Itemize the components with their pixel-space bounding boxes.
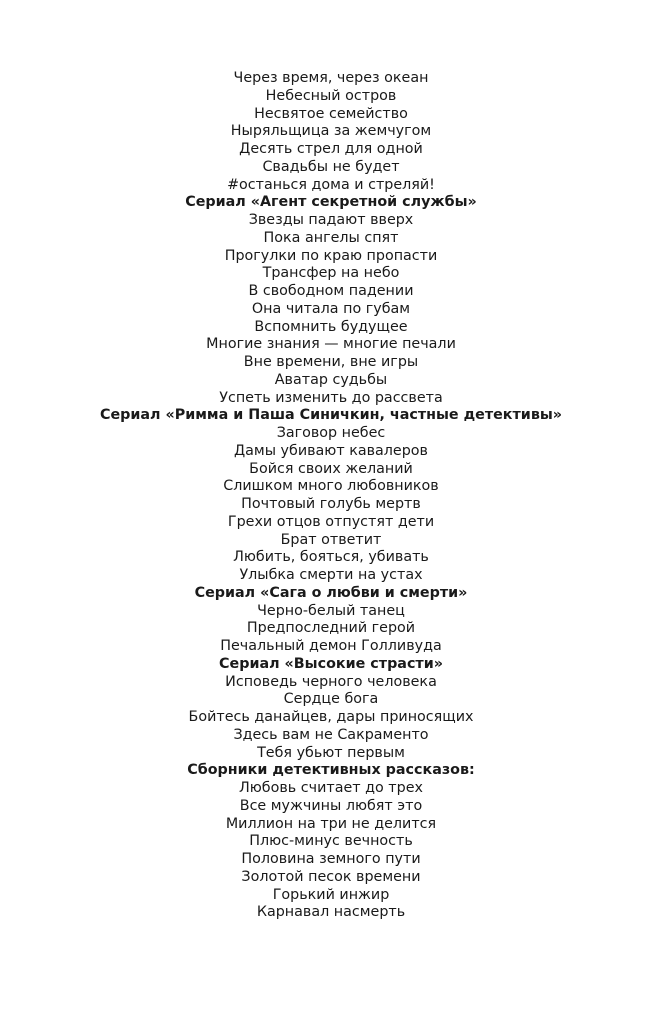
book-title: Все мужчины любят это [239,797,423,814]
book-title: Прогулки по краю пропасти [224,247,438,264]
series-heading: Сериал «Агент секретной службы» [185,194,477,211]
book-title: Бойтесь данайцев, дары приносящих [188,709,474,725]
book-title: #останься дома и стреляй! [227,176,435,193]
book-title: Любить, бояться, убивать [233,549,429,566]
book-title: Несвятое семейство [254,105,408,122]
book-title: Звезды падают вверх [248,212,414,228]
book-title: Успеть изменить до рассвета [219,389,443,406]
book-title: Вспомнить будущее [254,318,408,335]
book-title: Дамы убивают кавалеров [234,442,428,459]
book-title: Свадьбы не будет [262,158,400,175]
book-title: Грехи отцов отпустят дети [227,513,435,530]
book-list-page [0,70,662,922]
book-title: Черно-белый танец [257,602,405,619]
book-title: Миллион на три не делится [225,815,437,832]
book-title: Любовь считает до трех [239,780,423,796]
book-title: Почтовый голубь мертв [241,496,421,512]
book-title: Аватар судьбы [274,371,388,388]
book-title: Бойся своих желаний [249,460,413,477]
book-title: Через время, через океан [233,70,429,86]
book-title: Здесь вам не Сакраменто [233,726,429,743]
book-title: Трансфер на небо [262,265,400,282]
book-title: Ныряльщица за жемчугом [230,123,432,140]
book-title: Заговор небес [276,425,386,441]
series-heading: Сериал «Высокие страсти» [219,655,443,672]
book-title: Золотой песок времени [241,868,421,885]
book-title: В свободном падении [248,283,414,299]
book-title: Половина земного пути [241,851,421,867]
series-heading: Сериал «Сага о любви и смерти» [194,584,468,601]
book-title: Печальный демон Голливуда [220,638,442,654]
book-title: Слишком много любовников [223,478,439,495]
book-title: Брат ответит [280,531,382,548]
book-title: Горький инжир [272,886,390,903]
book-title: Предпоследний герой [246,620,416,637]
book-title: Небесный остров [265,87,397,104]
series-heading: Сборники детективных рассказов: [187,762,475,779]
book-title: Десять стрел для одной [239,141,423,157]
book-title: Плюс-минус вечность [249,833,413,850]
book-title: Многие знания — многие печали [206,336,456,353]
book-title: Вне времени, вне игры [243,354,419,370]
book-title: Карнавал насмерть [256,904,406,921]
book-title: Она читала по губам [251,300,411,317]
book-title: Улыбка смерти на устах [239,567,423,583]
book-title: Исповедь черного человека [225,673,437,690]
book-title: Пока ангелы спят [263,229,399,246]
book-title: Тебя убьют первым [257,744,405,761]
book-title: Сердце бога [283,691,379,708]
series-heading: Сериал «Римма и Паша Синичкин, частные детективы» [99,407,563,424]
